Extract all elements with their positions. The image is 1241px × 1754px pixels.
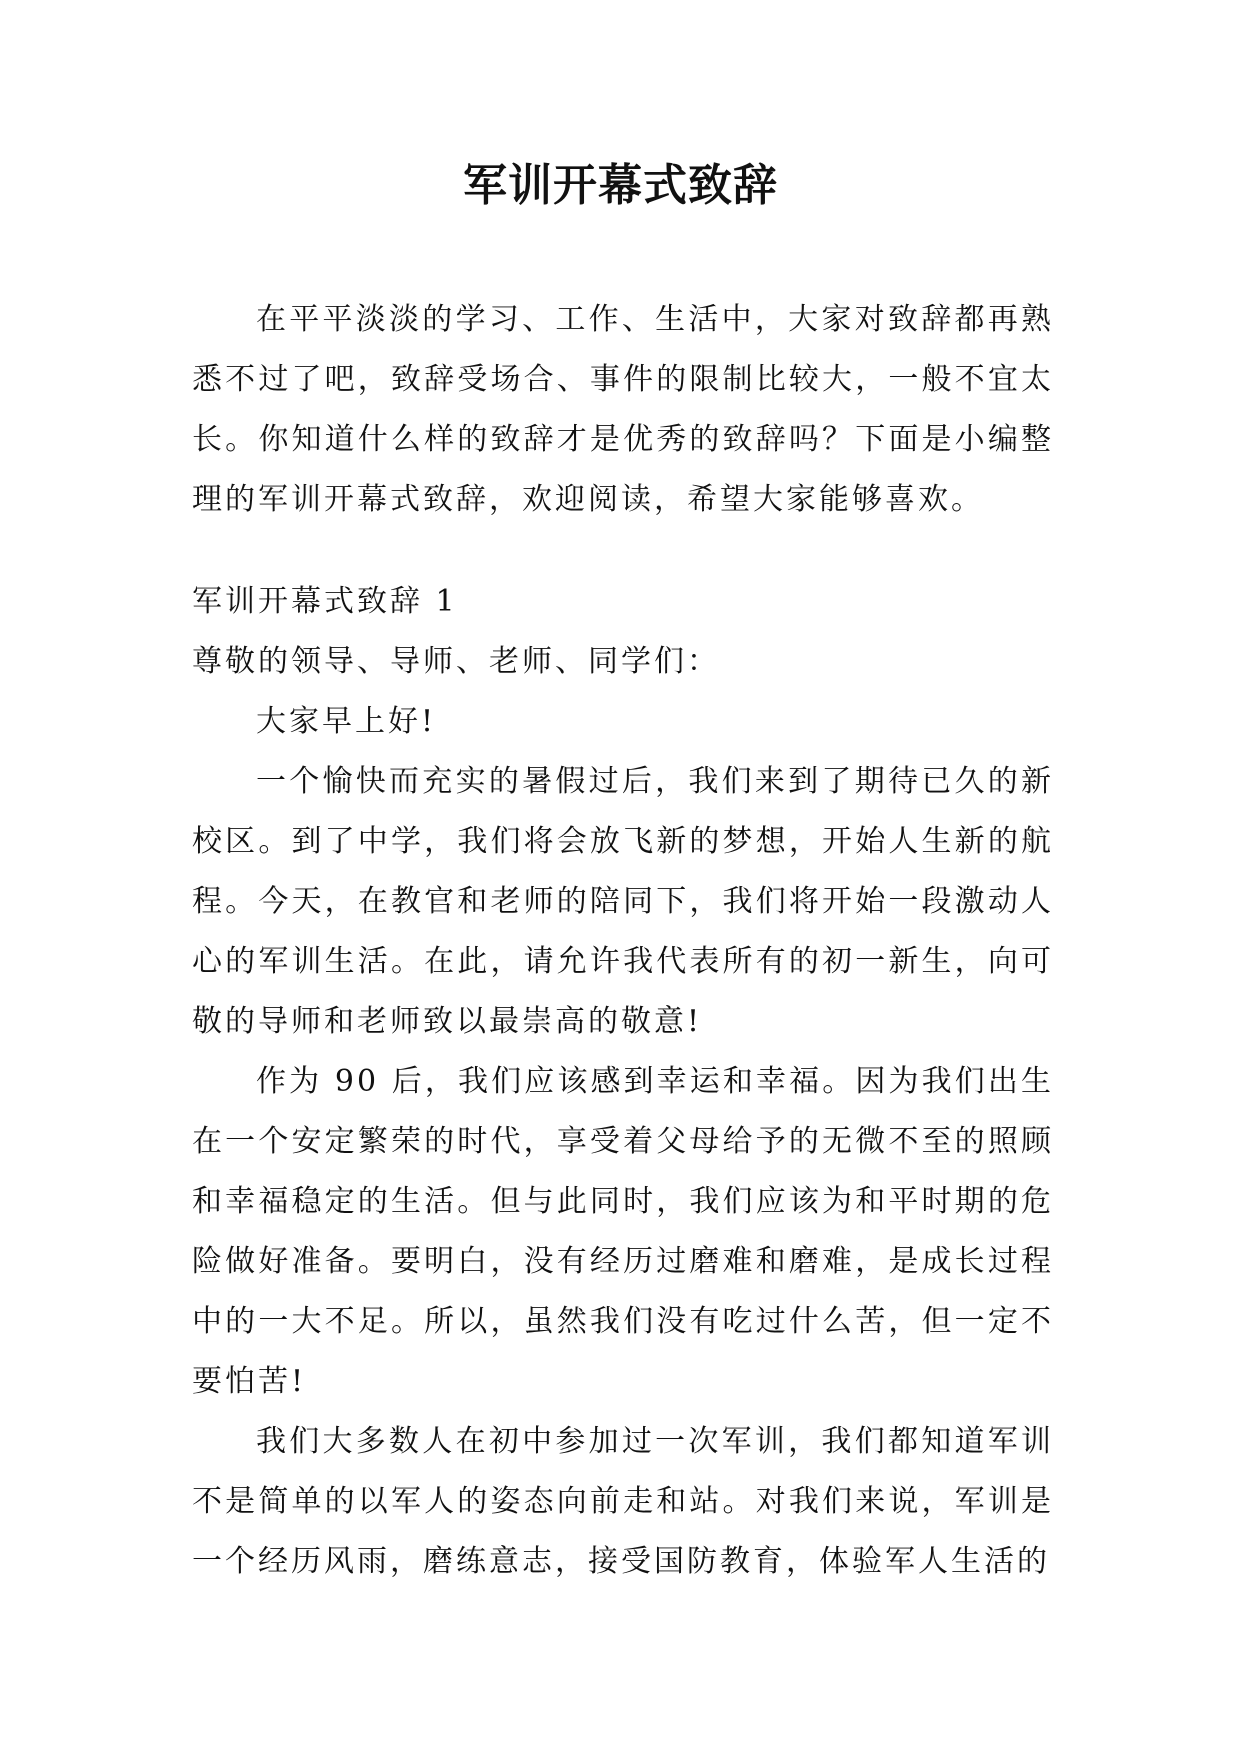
greeting: 大家早上好! xyxy=(256,704,437,739)
intro-paragraph: 在平平淡淡的学习、工作、生活中，大家对致辞都再熟悉不过了吧，致辞受场合、事件的限制比较大，一般不宜太长。你知道什么样的致辞才是优秀的致辞吗？下面是小编整理的军训开幕式致辞，欢迎阅读，希望大家能够喜欢。 xyxy=(192,302,1054,517)
section-heading: 军训开幕式致辞 1 xyxy=(192,584,458,619)
document-title: 军训开幕式致辞 xyxy=(463,160,778,211)
body-paragraph: 一个愉快而充实的暑假过后，我们来到了期待已久的新校区。到了中学，我们将会放飞新的梦想，开始人生新的航程。今天，在教官和老师的陪同下，我们将开始一段激动人心的军训生活。在此，请允许我代表所有的初一新生，向可敬的导师和老师致以最崇高的敬意! xyxy=(192,764,1054,1039)
body-paragraph: 作为 90 后，我们应该感到幸运和幸福。因为我们出生在一个安定繁荣的时代，享受着父母给予的无微不至的照顾和幸福稳定的生活。但与此同时，我们应该为和平时期的危险做好准备。要明白，没有经历过磨难和磨难，是成长过程中的一大不足。所以，虽然我们没有吃过什么苦，但一定不要怕苦! xyxy=(192,1064,1054,1399)
salutation: 尊敬的领导、导师、老师、同学们： xyxy=(192,644,720,679)
body-paragraph: 我们大多数人在初中参加过一次军训，我们都知道军训不是简单的以军人的姿态向前走和站。对我们来说，军训是一个经历风雨，磨练意志，接受国防教育，体验军人生活的 xyxy=(192,1424,1054,1579)
document-body xyxy=(192,290,1054,1592)
